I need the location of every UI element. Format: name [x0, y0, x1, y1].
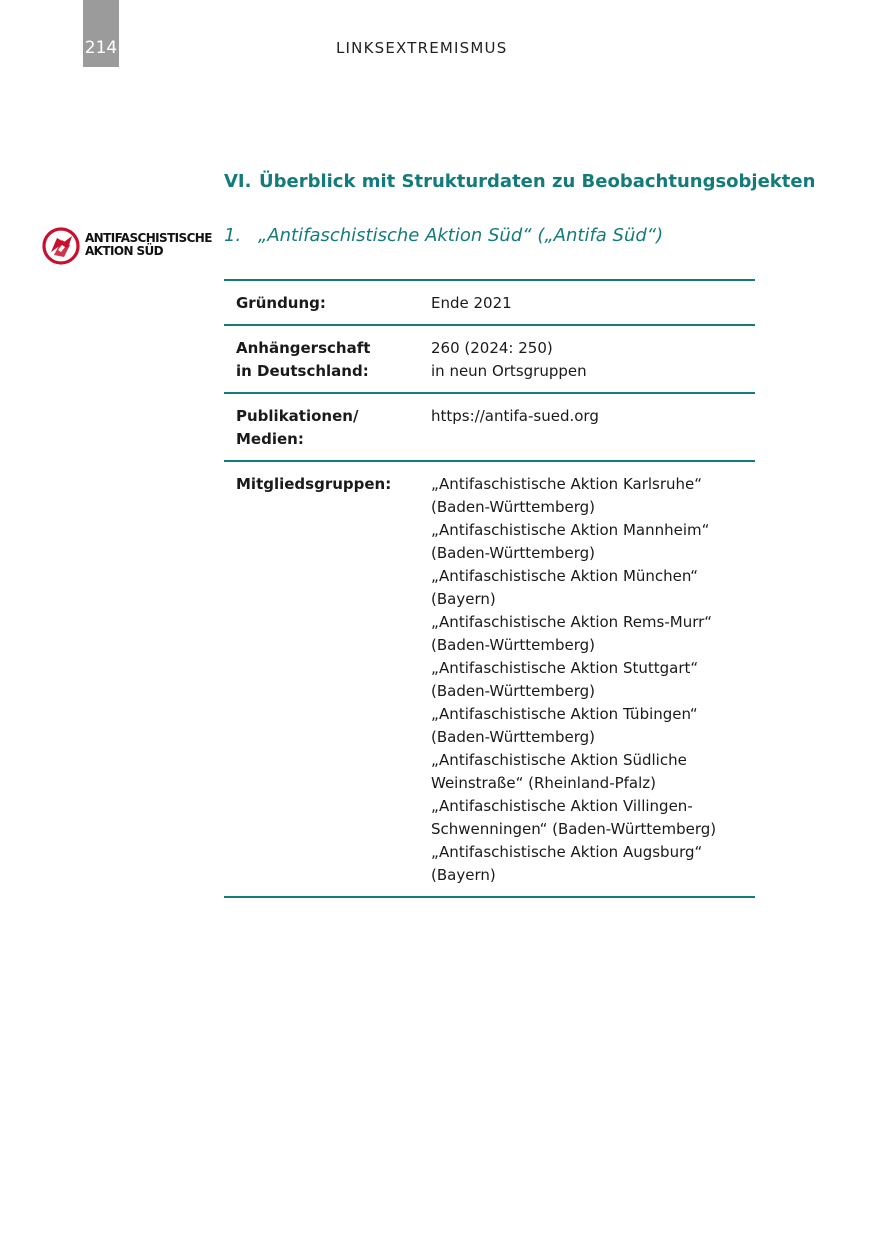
page-number: 214	[84, 38, 118, 58]
member-group-line: (Bayern)	[431, 590, 496, 608]
row-value	[431, 325, 755, 393]
row-label-line: Gründung:	[236, 294, 326, 312]
page-number-tab	[83, 0, 119, 67]
antifa-sued-logo	[42, 226, 212, 266]
section-heading	[224, 170, 815, 194]
member-group-line: „Antifaschistische Aktion Augsburg“	[431, 843, 703, 861]
member-group-line: (Baden-Württemberg)	[431, 498, 595, 516]
logo-line-1: ANTIFASCHISTISCHE	[85, 231, 212, 245]
section-title: Überblick mit Strukturdaten zu Beobachtungsobjekten	[259, 171, 816, 192]
row-label-line: Medien:	[236, 430, 304, 448]
row-value	[431, 393, 755, 461]
table-row	[224, 461, 755, 897]
antifa-flag-circle-icon	[42, 226, 82, 266]
row-label	[224, 461, 431, 897]
member-group-line: Weinstraße“ (Rheinland-Pfalz)	[431, 774, 657, 792]
website-link[interactable]: https://antifa-sued.org	[431, 407, 599, 425]
row-label-line: Anhängerschaft	[236, 339, 371, 357]
member-group-line: „Antifaschistische Aktion Stuttgart“	[431, 659, 699, 677]
member-group-line: „Antifaschistische Aktion München“	[431, 567, 699, 585]
table-row	[224, 393, 755, 461]
subsection-number: 1.	[224, 225, 242, 246]
table-row	[224, 280, 755, 325]
row-label-line: Mitgliedsgruppen:	[236, 475, 392, 493]
member-group-line: (Bayern)	[431, 866, 496, 884]
row-value	[431, 461, 755, 897]
logo-line-2: AKTION SÜD	[85, 244, 164, 258]
table-row	[224, 325, 755, 393]
section-number: VI.	[224, 171, 252, 192]
row-value	[431, 280, 755, 325]
member-group-line: „Antifaschistische Aktion Villingen-	[431, 797, 693, 815]
member-group-line: (Baden-Württemberg)	[431, 636, 595, 654]
subsection-title: „Antifaschistische Aktion Süd“ („Antifa Süd“)	[258, 225, 664, 246]
member-group-line: (Baden-Württemberg)	[431, 682, 595, 700]
member-group-line: Schwenningen“ (Baden-Württemberg)	[431, 820, 717, 838]
row-label-line: in Deutschland:	[236, 362, 369, 380]
row-value-line: Ende 2021	[431, 294, 512, 312]
row-label	[224, 280, 431, 325]
row-value-line: 260 (2024: 250)	[431, 339, 553, 357]
row-value-line: in neun Ortsgruppen	[431, 362, 587, 380]
row-label	[224, 325, 431, 393]
member-group-line: „Antifaschistische Aktion Mannheim“	[431, 521, 710, 539]
member-group-line: „Antifaschistische Aktion Südliche	[431, 751, 687, 769]
row-label-line: Publikationen/	[236, 407, 359, 425]
member-group-line: „Antifaschistische Aktion Tübingen“	[431, 705, 698, 723]
logo-wordmark	[85, 232, 212, 258]
running-header: LINKSEXTREMISMUS	[336, 39, 508, 57]
row-label	[224, 393, 431, 461]
member-group-line: (Baden-Württemberg)	[431, 728, 595, 746]
subsection-heading	[224, 224, 663, 248]
member-group-line: (Baden-Württemberg)	[431, 544, 595, 562]
structure-data-table	[224, 279, 755, 898]
member-group-line: „Antifaschistische Aktion Rems-Murr“	[431, 613, 713, 631]
member-group-line: „Antifaschistische Aktion Karlsruhe“	[431, 475, 703, 493]
